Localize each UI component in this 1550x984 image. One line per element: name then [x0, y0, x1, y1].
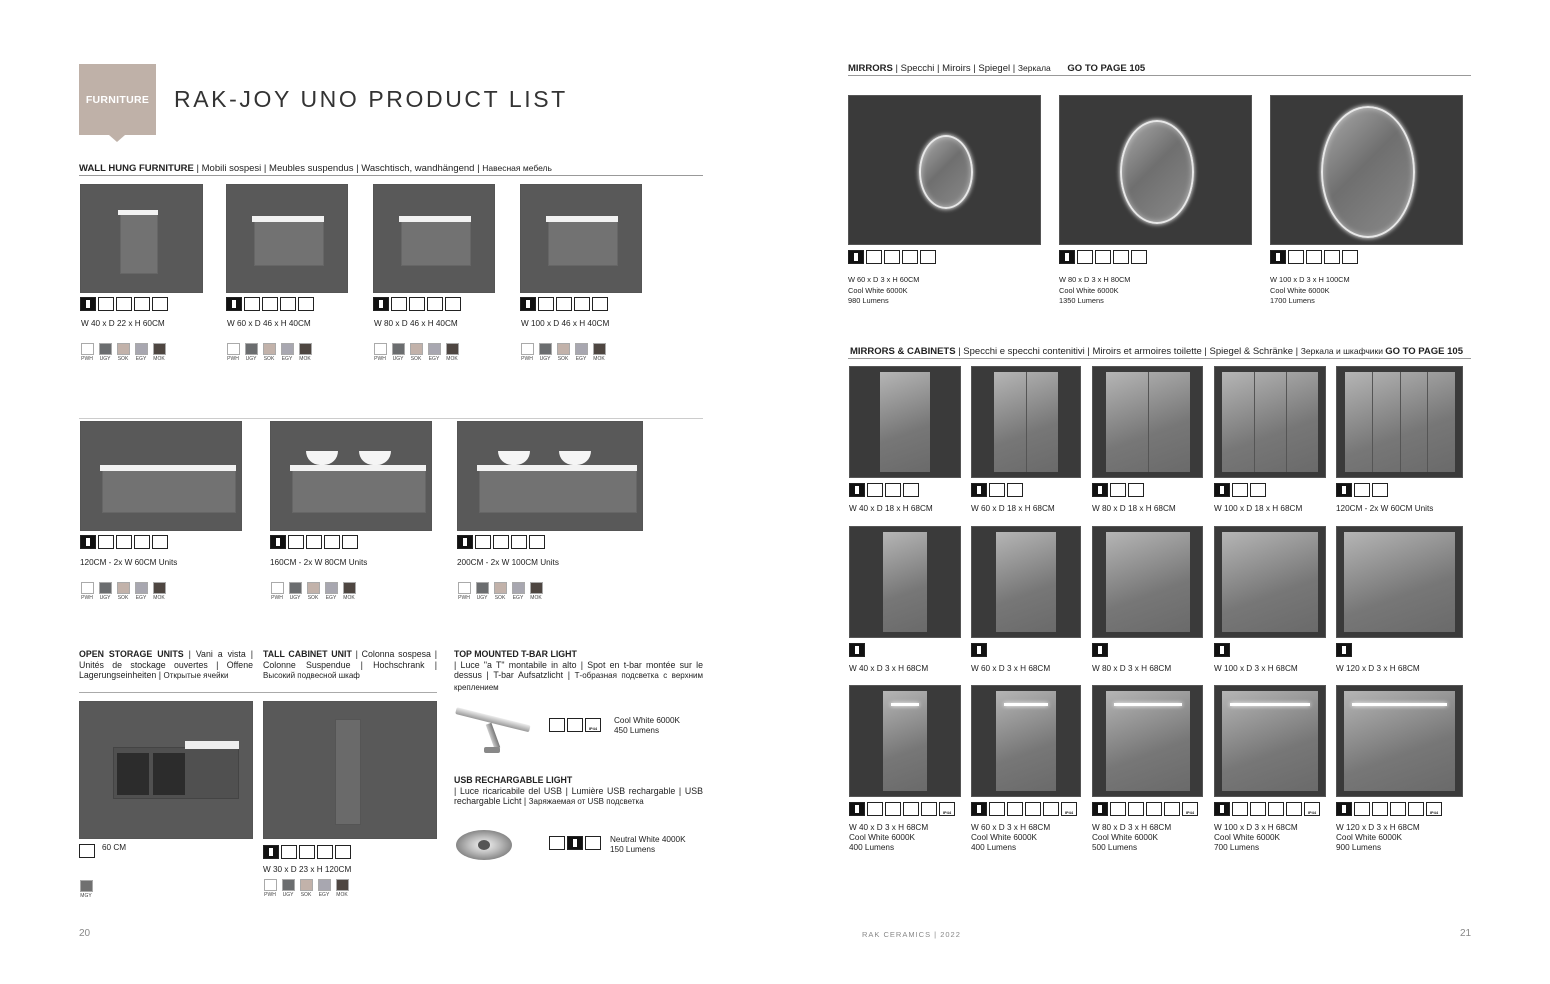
mirror-cabinet-photo — [971, 366, 1081, 478]
defog-icon — [1390, 802, 1406, 816]
hand-icon — [567, 718, 583, 732]
bulb-icon — [867, 802, 883, 816]
usb-heading: USB RECHARGABLE LIGHT | Luce ricaricabile del USB | Lumière USB rechargable | USB rechargable Licht | Заряжаемая от USB подсветка — [454, 775, 703, 806]
finish-icon — [457, 535, 473, 549]
finish-icon — [80, 297, 96, 311]
tall-cabinet-caption: W 30 x D 23 x H 120CM — [263, 865, 352, 874]
touch-icon — [1286, 802, 1302, 816]
mirror-panel — [1222, 532, 1318, 632]
mirror-cabinet-spec: W 40 x D 3 x H 68CM Cool White 6000K 400 Lumens — [849, 823, 929, 852]
swatch-mok[interactable]: MOK — [152, 343, 166, 362]
drawer-icon — [556, 297, 572, 311]
usb-icons — [549, 836, 601, 850]
shelf-icon — [280, 297, 296, 311]
touch-icon — [1342, 250, 1358, 264]
usb-spec: Neutral White 4000K 150 Lumens — [610, 835, 686, 854]
shelf-icon — [116, 297, 132, 311]
swatch-pwh[interactable]: PWH — [373, 343, 387, 362]
vanity-size-caption: W 80 x D 46 x H 40CM — [374, 319, 458, 328]
swatch-ugy[interactable]: UGY — [538, 343, 552, 362]
defog-icon — [1268, 802, 1284, 816]
door-icon — [98, 297, 114, 311]
bulb-icon — [1077, 250, 1093, 264]
mirror-cabinet-photo — [849, 366, 961, 478]
basin-icon — [342, 535, 358, 549]
swatch-egy[interactable]: EGY — [134, 582, 148, 601]
divider — [79, 175, 703, 176]
divider — [848, 75, 1471, 76]
reversible-icon — [903, 483, 919, 497]
feature-icons — [971, 802, 1077, 816]
color-swatches — [457, 582, 543, 601]
finish-icon — [1059, 250, 1075, 264]
tall-cabinet-heading: TALL CABINET UNIT | Colonna sospesa | Colonne Suspendue | Hochschrank | Высокий подвесной шкаф — [263, 649, 438, 680]
hand-icon — [1007, 802, 1023, 816]
mirror-cabinet-photo — [1214, 526, 1326, 638]
basin-icon — [298, 297, 314, 311]
divider — [848, 358, 1471, 359]
mirror-cabinet-spec: W 60 x D 3 x H 68CM Cool White 6000K 400 Lumens — [971, 823, 1051, 852]
mirror-spec: W 80 x D 3 x H 80CM Cool White 6000K 1350 Lumens — [1059, 275, 1131, 305]
finish-icon — [1336, 643, 1352, 657]
door-icon — [538, 297, 554, 311]
ip44-icon: IP44 — [1182, 802, 1198, 816]
swatch-mok[interactable]: MOK — [342, 582, 356, 601]
swatch-pwh[interactable]: PWH — [457, 582, 471, 601]
bulb-icon — [989, 802, 1005, 816]
mirror-cabinet-spec: W 80 x D 18 x H 68CM — [1092, 504, 1176, 513]
color-swatches — [80, 343, 166, 362]
mirror-panel — [1345, 372, 1455, 472]
swatch-pwh[interactable]: PWH — [226, 343, 240, 362]
touch-icon — [1164, 802, 1180, 816]
double-vanity-photo — [270, 421, 432, 531]
section-tag: FURNITURE — [79, 64, 156, 135]
swatch-egy[interactable]: EGY — [574, 343, 588, 362]
round-mirror-photo — [1059, 95, 1252, 245]
drawer-icon — [116, 535, 132, 549]
basin-icon — [152, 535, 168, 549]
mirror-cabinet-spec: W 100 x D 18 x H 68CM — [1214, 504, 1303, 513]
door-icon — [244, 297, 260, 311]
drawer-icon — [306, 535, 322, 549]
feature-icons — [1336, 483, 1388, 497]
feature-icons — [1270, 250, 1358, 264]
mirror-cabinet-spec: W 120 x D 3 x H 68CM — [1336, 664, 1420, 673]
touch-icon — [1131, 250, 1147, 264]
finish-icon — [1336, 483, 1352, 497]
bulb-icon — [1354, 802, 1370, 816]
swatch-pwh[interactable]: PWH — [80, 343, 94, 362]
color-swatches — [270, 582, 356, 601]
finish-icon — [971, 643, 987, 657]
tbar-light-photo — [454, 703, 536, 759]
led-strip — [1230, 703, 1310, 706]
hand-icon — [884, 250, 900, 264]
defog-icon — [1324, 250, 1340, 264]
mirror-cabinet-photo — [849, 526, 961, 638]
finish-icon — [1214, 643, 1230, 657]
page-title: RAK-JOY UNO PRODUCT LIST — [174, 86, 568, 112]
swatch-sok[interactable]: SOK — [299, 879, 313, 898]
finish-icon — [1214, 802, 1230, 816]
drawer-icon — [409, 297, 425, 311]
mirror-panel — [1222, 691, 1318, 791]
open-storage-icons — [79, 844, 95, 858]
mirror-shape — [1120, 120, 1194, 224]
mirror-cabinet-spec: W 100 x D 3 x H 68CM Cool White 6000K 700 Lumens — [1214, 823, 1298, 852]
finish-icon — [1092, 802, 1108, 816]
page-number-left: 20 — [79, 928, 91, 939]
feature-icons — [1214, 802, 1320, 816]
page-number-right: 21 — [1460, 928, 1472, 939]
basin-icon — [445, 297, 461, 311]
tall-cabinet-photo — [263, 701, 437, 839]
swatch-sok[interactable]: SOK — [493, 582, 507, 601]
feature-icons — [226, 297, 314, 311]
feature-icons — [457, 535, 545, 549]
door-icon — [288, 535, 304, 549]
swatch-ugy[interactable]: UGY — [98, 582, 112, 601]
swatch-sok[interactable]: SOK — [409, 343, 423, 362]
mirror-cabinet-spec: W 80 x D 3 x H 68CM — [1092, 664, 1172, 673]
swatch-egy[interactable]: EGY — [317, 879, 331, 898]
vanity-size-caption: 120CM - 2x W 60CM Units — [80, 558, 178, 567]
mirror-cabinet-photo — [1336, 366, 1463, 478]
led-strip — [1114, 703, 1182, 706]
swatch-sok[interactable]: SOK — [116, 343, 130, 362]
feature-icons — [1059, 250, 1147, 264]
vanity-photo — [520, 184, 642, 293]
mirror-cabinet-spec: W 40 x D 18 x H 68CM — [849, 504, 933, 513]
mirror-cabinet-photo — [1214, 366, 1326, 478]
swatch-mok[interactable]: MOK — [592, 343, 606, 362]
mirror-cabinet-photo — [849, 685, 961, 797]
mirror-cabinet-spec: W 60 x D 3 x H 68CM — [971, 664, 1051, 673]
mirror-shape — [919, 135, 973, 209]
swatch-mok[interactable]: MOK — [298, 343, 312, 362]
mirror-panel — [996, 691, 1056, 791]
open-storage-heading: OPEN STORAGE UNITS | Vani a vista | Unités de stockage ouvertes | Offene Lagerungseinheiten | Открытые ячейки — [79, 649, 253, 680]
swatch-ugy[interactable]: UGY — [288, 582, 302, 601]
hand-icon — [1306, 250, 1322, 264]
mirror-cabinet-spec: W 80 x D 3 x H 68CM Cool White 6000K 500 Lumens — [1092, 823, 1172, 852]
mirror-panel — [1344, 532, 1455, 632]
finish-icon — [849, 483, 865, 497]
mirror-panel — [883, 532, 927, 632]
bulb-icon — [866, 250, 882, 264]
finish-icon — [971, 802, 987, 816]
mirror-cabinet-spec: 120CM - 2x W 60CM Units — [1336, 504, 1434, 513]
double-vanity-photo — [80, 421, 242, 531]
finish-icon — [848, 250, 864, 264]
drawer-icon — [493, 535, 509, 549]
feature-icons — [971, 643, 987, 657]
shelf-icon — [867, 483, 883, 497]
swatch-ugy[interactable]: UGY — [281, 879, 295, 898]
vanity-photo — [226, 184, 348, 293]
finish-icon — [971, 483, 987, 497]
feature-icons — [848, 250, 936, 264]
defog-icon — [1146, 802, 1162, 816]
open-storage-photo — [79, 701, 253, 839]
door-icon — [98, 535, 114, 549]
round-mirror-photo — [1270, 95, 1463, 245]
mirror-panel — [1106, 532, 1190, 632]
feature-icons — [80, 535, 168, 549]
swatch-mok[interactable]: MOK — [152, 582, 166, 601]
usb-plug-icon — [567, 836, 583, 850]
hinge-icon — [1250, 483, 1266, 497]
divider — [79, 692, 437, 693]
usb-light-photo — [456, 830, 512, 862]
mirror-shape — [1321, 106, 1415, 238]
bulb-icon — [1110, 802, 1126, 816]
hinge-icon — [885, 483, 901, 497]
feature-icons — [849, 802, 955, 816]
mirror-cabinet-photo — [1336, 685, 1463, 797]
finish-icon — [1336, 802, 1352, 816]
basin-icon — [592, 297, 608, 311]
mirror-cabinet-photo — [1092, 526, 1203, 638]
mirror-panel — [1222, 372, 1318, 472]
reversible-icon — [335, 845, 351, 859]
feature-icons — [1214, 643, 1230, 657]
mirror-panel — [880, 372, 930, 472]
basin-icon — [529, 535, 545, 549]
shelf-icon — [1110, 483, 1126, 497]
hand-icon — [885, 802, 901, 816]
feature-icons — [80, 297, 168, 311]
feature-icons — [270, 535, 358, 549]
swatch-egy[interactable]: EGY — [324, 582, 338, 601]
goto-page-link[interactable]: GO TO PAGE 105 — [1385, 346, 1463, 357]
swatch-ugy[interactable]: UGY — [391, 343, 405, 362]
hinge-icon — [1007, 483, 1023, 497]
mirror-cabinet-spec: W 100 x D 3 x H 68CM — [1214, 664, 1298, 673]
swatch-egy[interactable]: EGY — [511, 582, 525, 601]
shelf-icon — [427, 297, 443, 311]
ip44-icon: IP44 — [1061, 802, 1077, 816]
swatch-sok[interactable]: SOK — [116, 582, 130, 601]
mirror-cabinet-photo — [1092, 685, 1203, 797]
basin-icon — [134, 297, 150, 311]
round-mirror-photo — [848, 95, 1041, 245]
tall-cabinet-swatches — [263, 879, 349, 898]
mirror-spec: W 100 x D 3 x H 100CM Cool White 6000K 1700 Lumens — [1270, 275, 1350, 305]
finish-icon — [1214, 483, 1230, 497]
vanity-size-caption: W 60 x D 46 x H 40CM — [227, 319, 311, 328]
mirror-spec: W 60 x D 3 x H 60CM Cool White 6000K 980 Lumens — [848, 275, 920, 305]
finish-icon — [270, 535, 286, 549]
mirrors-heading: MIRRORS | Specchi | Miroirs | Spiegel | Зеркала GO TO PAGE 105 — [848, 63, 1146, 74]
mirror-cabinet-spec: W 60 x D 18 x H 68CM — [971, 504, 1055, 513]
feature-icons — [1336, 802, 1442, 816]
mirror-cabinet-spec: W 120 x D 3 x H 68CM Cool White 6000K 900 Lumens — [1336, 823, 1420, 852]
hand-icon — [1250, 802, 1266, 816]
double-vanity-photo — [457, 421, 643, 531]
feature-icons — [1092, 483, 1144, 497]
mirror-cabinet-photo — [1214, 685, 1326, 797]
mirrors-cabinets-heading: MIRRORS & CABINETS | Specchi e specchi contenitivi | Miroirs et armoires toilette | Spiegel & Schränke | Зеркала и шкафчики GO TO PAGE 105 — [850, 346, 1463, 357]
finish-icon — [1270, 250, 1286, 264]
bulb-icon — [1232, 802, 1248, 816]
mirror-cabinet-photo — [1336, 526, 1463, 638]
bulb-icon — [1288, 250, 1304, 264]
swatch-mgy: MGY — [79, 880, 93, 899]
feature-icons — [1336, 643, 1352, 657]
vanity-photo — [373, 184, 495, 293]
finish-icon — [263, 845, 279, 859]
shelf-icon — [511, 535, 527, 549]
color-swatches — [80, 582, 166, 601]
ip44-icon: IP44 — [585, 718, 601, 732]
shelf-icon — [324, 535, 340, 549]
swatch-pwh[interactable]: PWH — [520, 343, 534, 362]
shelf-icon — [574, 297, 590, 311]
wall-hung-heading: WALL HUNG FURNITURE | Mobili sospesi | Meubles suspendus | Waschtisch, wandhängend | Навесная мебель — [79, 163, 552, 174]
hinge-icon — [1128, 483, 1144, 497]
ip44-icon: IP44 — [1304, 802, 1320, 816]
touch-icon — [1043, 802, 1059, 816]
tbar-icons — [549, 718, 601, 732]
swatch-ugy[interactable]: UGY — [244, 343, 258, 362]
feature-icons — [1092, 802, 1198, 816]
swatch-sok[interactable]: SOK — [262, 343, 276, 362]
bulb-icon — [549, 836, 565, 850]
shelf-icon — [1232, 483, 1248, 497]
motion-sensor-icon — [585, 836, 601, 850]
mirror-panel — [994, 372, 1058, 472]
swatch-egy[interactable]: EGY — [134, 343, 148, 362]
feature-icons — [1214, 483, 1266, 497]
hand-icon — [1128, 802, 1144, 816]
shelf-icon — [989, 483, 1005, 497]
swatch-mok[interactable]: MOK — [529, 582, 543, 601]
mirror-panel — [996, 532, 1056, 632]
swatch-sok[interactable]: SOK — [556, 343, 570, 362]
hand-icon — [1372, 802, 1388, 816]
divider — [79, 418, 703, 419]
swatch-ugy[interactable]: UGY — [475, 582, 489, 601]
defog-icon — [1113, 250, 1129, 264]
vanity-size-caption: 200CM - 2x W 100CM Units — [457, 558, 559, 567]
swatch-sok[interactable]: SOK — [306, 582, 320, 601]
hand-icon — [1095, 250, 1111, 264]
feature-icons — [849, 643, 865, 657]
color-swatches — [373, 343, 459, 362]
touch-icon — [920, 250, 936, 264]
color-swatches — [520, 343, 606, 362]
door-icon — [391, 297, 407, 311]
open-storage-caption: 60 CM — [102, 843, 127, 852]
mirror-panel — [1106, 372, 1190, 472]
swatch-mok[interactable]: MOK — [445, 343, 459, 362]
touch-icon — [1408, 802, 1424, 816]
feature-icons — [971, 483, 1023, 497]
mirror-cabinet-photo — [1092, 366, 1203, 478]
vanity-size-caption: W 100 x D 46 x H 40CM — [521, 319, 610, 328]
swatch-mok[interactable]: MOK — [335, 879, 349, 898]
finish-icon — [226, 297, 242, 311]
defog-icon — [902, 250, 918, 264]
touch-icon — [921, 802, 937, 816]
tbar-spec: Cool White 6000K 450 Lumens — [614, 716, 680, 735]
finish-icon — [1092, 643, 1108, 657]
finish-icon — [849, 802, 865, 816]
swatch-egy[interactable]: EGY — [280, 343, 294, 362]
defog-icon — [1025, 802, 1041, 816]
finish-icon — [520, 297, 536, 311]
mirror-panel — [883, 691, 927, 791]
mirror-cabinet-photo — [971, 685, 1081, 797]
reversible-icon — [152, 297, 168, 311]
drawer-icon — [262, 297, 278, 311]
feature-icons — [1092, 643, 1108, 657]
hinge-icon — [1372, 483, 1388, 497]
led-strip — [1352, 703, 1447, 706]
shelf-icon — [1354, 483, 1370, 497]
vanity-photo — [80, 184, 203, 293]
wall-mount-icon — [79, 844, 95, 858]
feature-icons — [520, 297, 608, 311]
finish-icon — [373, 297, 389, 311]
mirror-cabinet-photo — [971, 526, 1081, 638]
door-icon — [281, 845, 297, 859]
ip44-icon: IP44 — [1426, 802, 1442, 816]
swatch-pwh[interactable]: PWH — [270, 582, 284, 601]
swatch-egy[interactable]: EGY — [427, 343, 441, 362]
mirror-panel — [1344, 691, 1455, 791]
mirror-cabinet-spec: W 40 x D 3 x H 68CM — [849, 664, 929, 673]
finish-icon — [80, 535, 96, 549]
goto-page-link[interactable]: GO TO PAGE 105 — [1067, 63, 1146, 74]
door-icon — [475, 535, 491, 549]
swatch-pwh[interactable]: PWH — [263, 879, 277, 898]
color-swatches — [226, 343, 312, 362]
footer: RAK CERAMICS | 2022 — [862, 930, 961, 939]
ip44-icon: IP44 — [939, 802, 955, 816]
feature-icons — [373, 297, 461, 311]
bulb-icon — [549, 718, 565, 732]
shelf-icon — [134, 535, 150, 549]
led-strip — [891, 703, 919, 706]
swatch-pwh[interactable]: PWH — [80, 582, 94, 601]
feature-icons — [849, 483, 919, 497]
finish-icon — [849, 643, 865, 657]
hinge-icon — [317, 845, 333, 859]
finish-icon — [1092, 483, 1108, 497]
vanity-size-caption: W 40 x D 22 x H 60CM — [81, 319, 165, 328]
tbar-heading: TOP MOUNTED T-BAR LIGHT | Luce "a T" montabile in alto | Spot en t-bar montée sur le dessus | T-bar Aufsatzlicht | Т-образная подсветка с верхним креплением — [454, 649, 704, 692]
defog-icon — [903, 802, 919, 816]
tall-cabinet-icons — [263, 845, 351, 859]
shelf-icon — [299, 845, 315, 859]
mirror-panel — [1106, 691, 1190, 791]
led-strip — [1004, 703, 1048, 706]
vanity-size-caption: 160CM - 2x W 80CM Units — [270, 558, 368, 567]
swatch-ugy[interactable]: UGY — [98, 343, 112, 362]
